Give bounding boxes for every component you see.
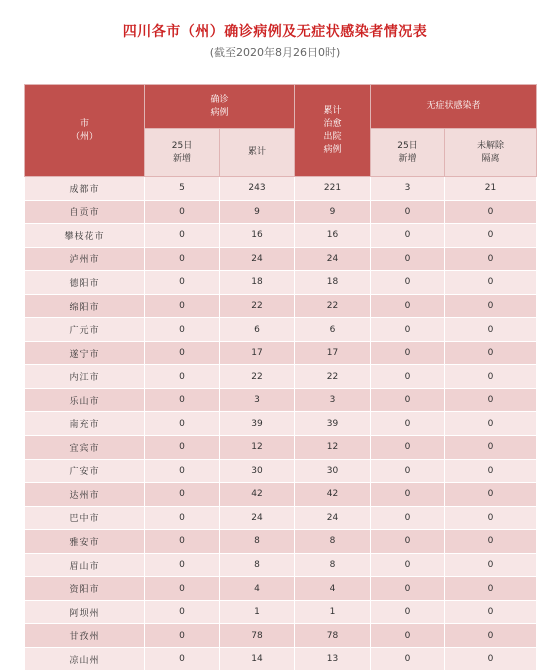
new-cases-cell: 0: [145, 412, 220, 436]
city-cell: 自贡市: [25, 200, 145, 224]
new-cases-cell: 0: [145, 553, 220, 577]
covid-cases-table: [24, 84, 537, 671]
asym-new-cell: 0: [371, 577, 445, 601]
table-row: [25, 600, 537, 624]
header-asym-unreleased-line2: 隔离: [481, 153, 500, 164]
new-cases-cell: 0: [145, 530, 220, 554]
table-row: [25, 224, 537, 248]
asym-new-cell: 0: [371, 483, 445, 507]
total-cases-cell: 42: [220, 483, 295, 507]
total-cases-cell: 22: [220, 294, 295, 318]
city-cell: 宜宾市: [25, 436, 145, 460]
total-cases-cell: 78: [220, 624, 295, 648]
cured-cell: 22: [295, 365, 371, 389]
asym-unreleased-cell: 0: [445, 600, 537, 624]
asym-new-cell: 3: [371, 177, 445, 201]
asym-unreleased-cell: 0: [445, 530, 537, 554]
city-cell: 泸州市: [25, 247, 145, 271]
table-row: [25, 294, 537, 318]
total-cases-cell: 1: [220, 600, 295, 624]
total-cases-cell: 8: [220, 553, 295, 577]
asym-unreleased-cell: 0: [445, 365, 537, 389]
cured-cell: 42: [295, 483, 371, 507]
total-cases-cell: 6: [220, 318, 295, 342]
asym-unreleased-cell: 0: [445, 247, 537, 271]
header-asym-new: [371, 129, 445, 177]
total-cases-cell: 39: [220, 412, 295, 436]
page-subtitle: (截至2020年8月26日0时): [209, 46, 341, 59]
table-row: [25, 483, 537, 507]
asym-unreleased-cell: 0: [445, 412, 537, 436]
cured-cell: 30: [295, 459, 371, 483]
asym-new-cell: 0: [371, 388, 445, 412]
header-cured: [295, 85, 371, 177]
new-cases-cell: 0: [145, 483, 220, 507]
table-row: [25, 459, 537, 483]
total-cases-cell: 14: [220, 647, 295, 671]
cured-cell: 8: [295, 553, 371, 577]
asym-new-cell: 0: [371, 459, 445, 483]
city-cell: 巴中市: [25, 506, 145, 530]
city-cell: 达州市: [25, 483, 145, 507]
cured-cell: 6: [295, 318, 371, 342]
city-cell: 眉山市: [25, 553, 145, 577]
header-confirmed-total: 累计: [220, 129, 295, 177]
city-cell: 成都市: [25, 177, 145, 201]
asym-new-cell: 0: [371, 247, 445, 271]
asym-new-cell: 0: [371, 553, 445, 577]
asym-new-cell: 0: [371, 271, 445, 295]
header-confirmed-new-line2: 新增: [172, 153, 191, 164]
asym-unreleased-cell: 0: [445, 200, 537, 224]
cured-cell: 22: [295, 294, 371, 318]
cured-cell: 16: [295, 224, 371, 248]
asym-new-cell: 0: [371, 600, 445, 624]
new-cases-cell: 0: [145, 224, 220, 248]
asym-unreleased-cell: 0: [445, 483, 537, 507]
cured-cell: 24: [295, 506, 371, 530]
table-body: [25, 177, 537, 671]
header-cured-line4: 病例: [323, 144, 342, 155]
total-cases-cell: 12: [220, 436, 295, 460]
header-confirmed-new-line1: 25日: [171, 140, 193, 151]
new-cases-cell: 0: [145, 647, 220, 671]
table-row: [25, 506, 537, 530]
header-asym-unreleased-line1: 未解除: [477, 140, 505, 151]
city-cell: 南充市: [25, 412, 145, 436]
table-row: [25, 365, 537, 389]
total-cases-cell: 9: [220, 200, 295, 224]
cured-cell: 221: [295, 177, 371, 201]
city-cell: 广安市: [25, 459, 145, 483]
asym-new-cell: 0: [371, 506, 445, 530]
city-cell: 遂宁市: [25, 341, 145, 365]
cured-cell: 24: [295, 247, 371, 271]
new-cases-cell: 0: [145, 247, 220, 271]
header-confirmed-line1: 确诊: [210, 94, 229, 105]
cured-cell: 9: [295, 200, 371, 224]
cured-cell: 3: [295, 388, 371, 412]
asym-unreleased-cell: 0: [445, 436, 537, 460]
asym-new-cell: 0: [371, 436, 445, 460]
asym-unreleased-cell: 21: [445, 177, 537, 201]
total-cases-cell: 18: [220, 271, 295, 295]
header-asymptomatic: 无症状感染者: [371, 85, 537, 129]
cured-cell: 78: [295, 624, 371, 648]
header-city-line1: 市: [79, 118, 89, 129]
new-cases-cell: 0: [145, 624, 220, 648]
table-row: [25, 436, 537, 460]
new-cases-cell: 0: [145, 294, 220, 318]
table-row: [25, 530, 537, 554]
asym-new-cell: 0: [371, 365, 445, 389]
cured-cell: 12: [295, 436, 371, 460]
asym-unreleased-cell: 0: [445, 224, 537, 248]
table-row: [25, 553, 537, 577]
city-cell: 内江市: [25, 365, 145, 389]
city-cell: 攀枝花市: [25, 224, 145, 248]
asym-unreleased-cell: 0: [445, 647, 537, 671]
asym-new-cell: 0: [371, 412, 445, 436]
table-row: [25, 647, 537, 671]
total-cases-cell: 30: [220, 459, 295, 483]
table-row: [25, 177, 537, 201]
cured-cell: 18: [295, 271, 371, 295]
total-cases-cell: 4: [220, 577, 295, 601]
table-row: [25, 388, 537, 412]
asym-unreleased-cell: 0: [445, 459, 537, 483]
asym-new-cell: 0: [371, 341, 445, 365]
new-cases-cell: 0: [145, 600, 220, 624]
table-row: [25, 624, 537, 648]
city-cell: 乐山市: [25, 388, 145, 412]
total-cases-cell: 24: [220, 506, 295, 530]
total-cases-cell: 16: [220, 224, 295, 248]
new-cases-cell: 0: [145, 365, 220, 389]
table-row: [25, 341, 537, 365]
header-confirmed: [145, 85, 295, 129]
table-row: [25, 271, 537, 295]
total-cases-cell: 22: [220, 365, 295, 389]
total-cases-cell: 243: [220, 177, 295, 201]
header-confirmed-new: [145, 129, 220, 177]
total-cases-cell: 17: [220, 341, 295, 365]
table-row: [25, 247, 537, 271]
total-cases-cell: 8: [220, 530, 295, 554]
cured-cell: 39: [295, 412, 371, 436]
cured-cell: 8: [295, 530, 371, 554]
total-cases-cell: 3: [220, 388, 295, 412]
cured-cell: 1: [295, 600, 371, 624]
city-cell: 绵阳市: [25, 294, 145, 318]
asym-new-cell: 0: [371, 294, 445, 318]
new-cases-cell: 0: [145, 271, 220, 295]
asym-new-cell: 0: [371, 624, 445, 648]
city-cell: 阿坝州: [25, 600, 145, 624]
city-cell: 凉山州: [25, 647, 145, 671]
new-cases-cell: 0: [145, 577, 220, 601]
city-cell: 资阳市: [25, 577, 145, 601]
header-asym-unreleased: [445, 129, 537, 177]
cured-cell: 17: [295, 341, 371, 365]
new-cases-cell: 0: [145, 318, 220, 342]
new-cases-cell: 0: [145, 200, 220, 224]
header-city: [25, 85, 145, 177]
asym-new-cell: 0: [371, 647, 445, 671]
cured-cell: 13: [295, 647, 371, 671]
city-cell: 广元市: [25, 318, 145, 342]
header-asym-new-line1: 25日: [397, 140, 418, 151]
header-cured-line1: 累计: [323, 105, 342, 116]
asym-unreleased-cell: 0: [445, 318, 537, 342]
city-cell: 甘孜州: [25, 624, 145, 648]
asym-unreleased-cell: 0: [445, 294, 537, 318]
new-cases-cell: 0: [145, 388, 220, 412]
table-row: [25, 318, 537, 342]
header-cured-line3: 出院: [323, 131, 342, 142]
city-cell: 德阳市: [25, 271, 145, 295]
asym-unreleased-cell: 0: [445, 341, 537, 365]
new-cases-cell: 0: [145, 341, 220, 365]
city-cell: 雅安市: [25, 530, 145, 554]
header-city-line2: （州）: [70, 131, 98, 142]
asym-unreleased-cell: 0: [445, 553, 537, 577]
asym-new-cell: 0: [371, 318, 445, 342]
header-asym-new-line2: 新增: [398, 153, 417, 164]
header-confirmed-line2: 病例: [210, 107, 229, 118]
asym-new-cell: 0: [371, 530, 445, 554]
table-row: [25, 577, 537, 601]
asym-unreleased-cell: 0: [445, 271, 537, 295]
asym-unreleased-cell: 0: [445, 624, 537, 648]
new-cases-cell: 0: [145, 506, 220, 530]
asym-unreleased-cell: 0: [445, 388, 537, 412]
table-row: [25, 200, 537, 224]
new-cases-cell: 5: [145, 177, 220, 201]
asym-new-cell: 0: [371, 224, 445, 248]
new-cases-cell: 0: [145, 459, 220, 483]
asym-new-cell: 0: [371, 200, 445, 224]
asym-unreleased-cell: 0: [445, 506, 537, 530]
new-cases-cell: 0: [145, 436, 220, 460]
table-row: [25, 412, 537, 436]
page-title: 四川各市（州）确诊病例及无症状感染者情况表: [122, 24, 428, 40]
cured-cell: 4: [295, 577, 371, 601]
total-cases-cell: 24: [220, 247, 295, 271]
asym-unreleased-cell: 0: [445, 577, 537, 601]
header-cured-line2: 治愈: [323, 118, 342, 129]
